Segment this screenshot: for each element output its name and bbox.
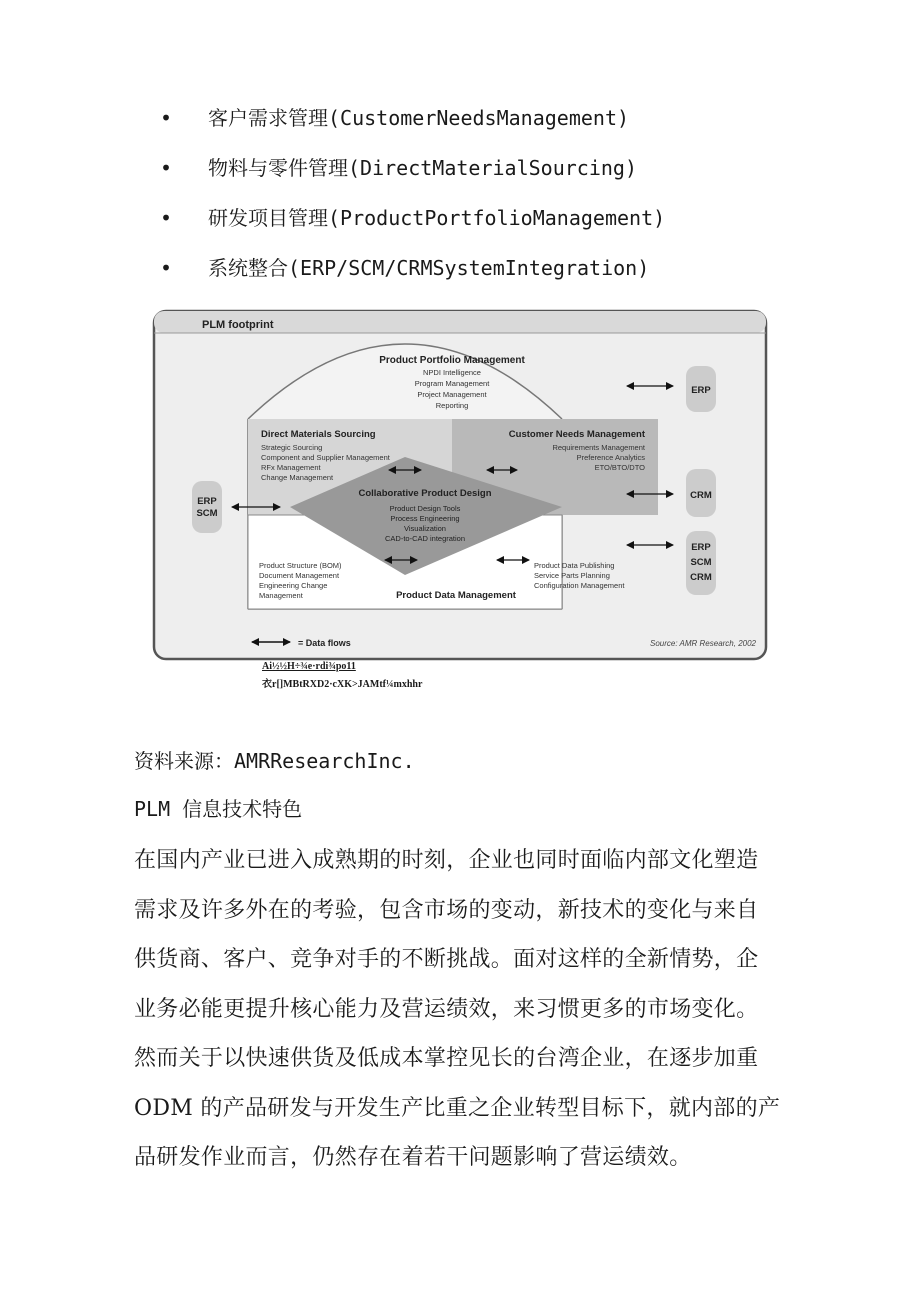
bullet-dot: • (160, 106, 173, 130)
legend-text: = Data flows (298, 638, 351, 648)
portfolio-item: NPDI Intelligence (423, 368, 481, 377)
erp-scm-pill (192, 481, 222, 533)
bullet-text: 研发项目管理(ProductPortfolioManagement) (208, 206, 666, 230)
portfolio-item: Project Management (417, 390, 487, 399)
crm-label: CRM (690, 490, 712, 501)
paragraph-line: 在国内产业已进入成熟期的时刻，企业也同时面临内部文化塑造 (134, 848, 759, 873)
plm-diagram (152, 309, 768, 661)
paragraph-line: ODM 的产品研发与开发生产比重之企业转型目标下，就内部的产 (134, 1095, 781, 1121)
sourcing-item: Strategic Sourcing (261, 443, 323, 452)
sourcing-item: Change Management (261, 473, 334, 482)
source-line: 资料来源：AMRResearchInc. (134, 749, 415, 773)
paragraph-line: 业务必能更提升核心能力及营运绩效，来习惯更多的市场变化。 (134, 996, 759, 1022)
pdm-item: Service Parts Planning (534, 571, 610, 580)
customer-item: Preference Analytics (576, 453, 645, 462)
body-paragraph (134, 836, 794, 1183)
erp-label: ERP (691, 385, 711, 396)
bullet-text: 系统整合(ERP/SCM/CRMSystemIntegration) (208, 256, 650, 280)
pdm-item: Product Structure (BOM) (259, 561, 342, 570)
portfolio-title: Product Portfolio Management (379, 355, 525, 366)
figure-caption-line1: Ai½½H÷¾e·rdi¾po11 (262, 661, 356, 672)
bullet-dot: • (160, 256, 173, 280)
figure-caption-line2: 衣r[]MBtRXD2·cXK>JAMtf¼mxhhr (262, 679, 423, 690)
portfolio-item: Program Management (414, 379, 490, 388)
customer-item: ETO/BTO/DTO (594, 463, 645, 472)
collab-item: Process Engineering (390, 514, 460, 523)
bullet-text: 物料与零件管理(DirectMaterialSourcing) (208, 156, 637, 180)
figure-source: Source: AMR Research, 2002 (650, 639, 756, 648)
collab-item: CAD-to-CAD integration (384, 534, 466, 543)
pdm-item: Configuration Management (534, 581, 625, 590)
scm-label: SCM (690, 557, 712, 568)
figure-title: PLM footprint (202, 319, 274, 331)
pdm-item: Management (259, 591, 303, 600)
plm-footprint-figure (152, 309, 768, 661)
collab-item: Visualization (404, 524, 446, 533)
collab-item: Product Design Tools (389, 504, 461, 513)
scm-label: SCM (196, 508, 218, 519)
pdm-title: Product Data Management (396, 590, 516, 601)
paragraph-line: 供货商、客户、竞争对手的不断挑战。面对这样的全新情势，企 (134, 947, 759, 972)
sourcing-item: RFx Management (261, 463, 321, 472)
section-heading: PLM 信息技术特色 (134, 797, 303, 821)
collab-title: Collaborative Product Design (358, 488, 492, 499)
bullet-dot: • (160, 206, 173, 230)
bullet-text: 客户需求管理(CustomerNeedsManagement) (208, 106, 630, 130)
erp-label: ERP (691, 542, 711, 553)
paragraph-line: 然而关于以快速供货及低成本掌控见长的台湾企业，在逐步加重 (134, 1046, 759, 1071)
erp-label: ERP (197, 496, 217, 507)
pdm-item: Engineering Change (259, 581, 328, 590)
pdm-item: Product Data Publishing (534, 561, 615, 570)
customer-item: Requirements Management (552, 443, 645, 452)
customer-title: Customer Needs Management (508, 429, 645, 440)
paragraph-line: 需求及许多外在的考验，包含市场的变动，新技术的变化与来自 (134, 897, 759, 923)
bullet-dot: • (160, 156, 173, 180)
paragraph-line: 品研发作业而言，仍然存在着若干问题影响了营运绩效。 (134, 1145, 692, 1170)
crm-label: CRM (690, 572, 712, 583)
sourcing-title: Direct Materials Sourcing (261, 429, 376, 440)
pdm-item: Document Management (259, 571, 340, 580)
sourcing-item: Component and Supplier Management (261, 453, 390, 462)
portfolio-item: Reporting (435, 401, 469, 410)
